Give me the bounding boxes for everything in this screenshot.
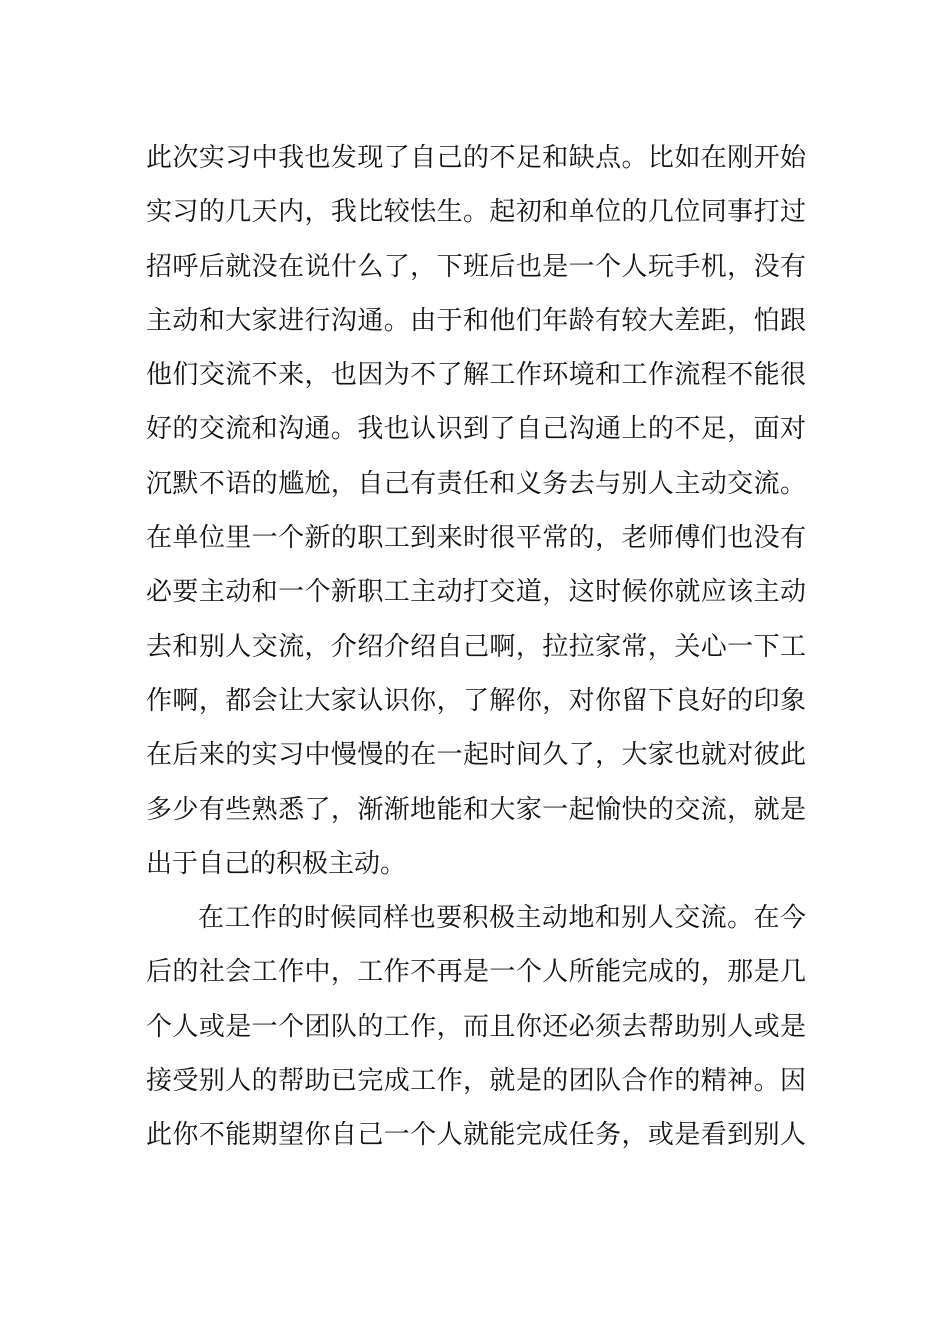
text-line: 在单位里一个新的职工到来时很平常的，老师傅们也没有	[146, 523, 806, 554]
text-line: 招呼后就没在说什么了，下班后也是一个人玩手机，没有	[146, 251, 806, 282]
text-line: 多少有些熟悉了，渐渐地能和大家一起愉快的交流，就是	[146, 794, 806, 825]
text-line: 必要主动和一个新职工主动打交道，这时候你就应该主动	[146, 577, 806, 608]
text-line: 好的交流和沟通。我也认识到了自己沟通上的不足，面对	[146, 414, 806, 445]
paragraph-end-line: 出于自己的积极主动。	[146, 848, 407, 879]
text-line: 接受别人的帮助已完成工作，就是的团队合作的精神。因	[146, 1066, 806, 1097]
text-line: 此次实习中我也发现了自己的不足和缺点。比如在刚开始	[146, 143, 806, 173]
text-line: 沉默不语的尴尬，自己有责任和义务去与别人主动交流。	[146, 468, 806, 499]
paragraph-start-line: 在工作的时候同样也要积极主动地和别人交流。在今	[198, 903, 806, 934]
text-line: 个人或是一个团队的工作，而且你还必须去帮助别人或是	[146, 1011, 806, 1042]
text-line: 去和别人交流，介绍介绍自己啊，拉拉家常，关心一下工	[146, 631, 806, 662]
text-line: 主动和大家进行沟通。由于和他们年龄有较大差距，怕跟	[146, 305, 806, 336]
text-line: 后的社会工作中，工作不再是一个人所能完成的，那是几	[146, 957, 806, 988]
text-line: 此你不能期望你自己一个人就能完成任务，或是看到别人	[146, 1120, 806, 1151]
text-line: 实习的几天内，我比较怯生。起初和单位的几位同事打过	[146, 197, 806, 228]
text-line: 在后来的实习中慢慢的在一起时间久了，大家也就对彼此	[146, 740, 806, 771]
document-body	[146, 131, 806, 1163]
text-line: 作啊，都会让大家认识你，了解你，对你留下良好的印象	[146, 685, 806, 716]
text-line: 他们交流不来，也因为不了解工作环境和工作流程不能很	[146, 360, 806, 391]
